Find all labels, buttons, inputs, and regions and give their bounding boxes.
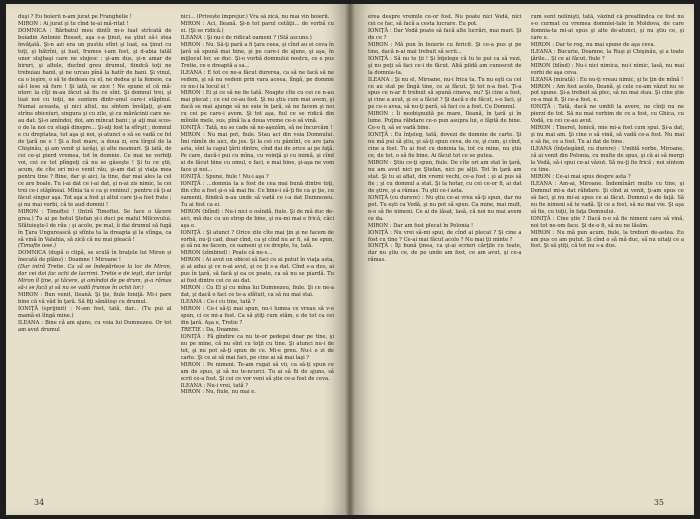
paragraph: MIRON : Aci, Ileană. Şi-n tot parul cetăţii... de vorbă cu ei. (Şi se ridică.) <box>180 20 334 34</box>
paragraph: IONIŢĂ : Să nu te ţii ! Şi înţelege că tu te pui ca să vezi, şi nu poţi să faci ce-i de făcut. Altă pildă am cunoscut de la domnia-ta. <box>368 55 522 76</box>
paragraph: ILEANA : Nu-i vrei, tată ? <box>180 382 249 389</box>
paragraph: ILEANA (înţelegând, cu durere) : Umblă vorbe, Miroane, că ai venit din Polonia, cu multe de spus, şi că ai să mergi la Vodă, să-i spui ce-ai văzut. Să nu-ţi fie frică ; noi sîntem cu tine. <box>530 146 684 173</box>
paragraph: MIRON : Ai avut un obicei să faci ce ai putut în viaţa asta, şi ai adus şi ce n-ai avut, şi ce ţi s-a dat. Cînd s-a dus, ai pus în ţară, să facă şi ea ce poate, ca să nu se piardă. Tu ai fost dintre cei ce au dat. <box>180 257 334 285</box>
paragraph: ILEANA : E tot ce ne-a făcut durerea, ca să ne facă să ne vedem, şi să nu vedem prin vara aceea, lîngă, pe domnie ce nu-i la locul ei ! <box>180 69 334 90</box>
paragraph: IONIŢĂ : Tată, dacă ne umbli la avere, ne cînţi nu ne pierzi de tot. Să nu mai vorbim de ce a fost, cu Ghica, cu Vodă, cu cei ce-au avut. <box>530 104 684 125</box>
right-page <box>356 4 694 515</box>
paragraph: MIRON : Nu mai pot, fiule. Stau aci din voia Domnului. Îmi rămîn de aici, de jos. Şi la cei cu pămînt, ce are ţara asta, sînt la capul ţării dintre, cînd dai de orice ai pe faţă. Pe care, dacă-i pui cu mîna, cu voinţă şi cu inimă, şi cînd ai de făcut bine cu omul, o faci, e mai bine, şi-aşa ne vom face şi noi... <box>180 132 334 173</box>
paragraph: ILEANA (mirată) : Eu nu-ţi vreau nimic, şi te ţin de mînă ! <box>530 76 684 83</box>
paragraph: MIRON : Nu, fiule, nu mai e. <box>180 389 256 396</box>
page-number-right: 35 <box>653 498 664 507</box>
paragraph: MIRON : Ce-ai mai spus despre asta ? <box>530 173 631 180</box>
paragraph: IONIŢĂ : Nu vrei să-mi spui, de cînd ai plecat ? Şi cine a fost cu tine ? Ce-ai mai făcut acolo ? Nu mai ţii minte ? <box>368 229 522 243</box>
paragraph: MIRON : Ştiu ce-ţi spun, fiule. De cîte ori am stat în ţară, nu am avut nici pe Ştefan, nici pe alţii. Tot în ţară am stat. Şi tu ai aflat, din vremi vechi, ce-a fost ; şi ai pus să fie ; şi cu domnul a stat. Şi la hotar, cu cei ce-or fi, ai dat de ştire, şi a rămas. Tu ştii ce-i asta. <box>368 160 522 194</box>
paragraph: ILEANA : Bine că am ajuns, cu voia lui Dumnezeu. Or tot am avut drumul <box>18 319 172 333</box>
paragraph: MIRON : Ai jurat şi tu cînd te-ai mă-ritat ! <box>18 20 129 27</box>
paragraph: ILEANA : Şi nu el, Miroane, nu-i frica ta. Tu nu eşti ca cei ce au stat pe lîngă tine, ce ai făcut. Şi tot n-a fost. Ţi-a spus ce n-ar fi trebuit să spună cineva, nu? Şi cine a fost, şi cine a avut, şi ce a făcut ? Şi dacă e de făcut, s-o faci, şi pe ce-o avea, să nu-ţi pară, să faci ce a fost. Cu Domnul. <box>368 76 522 111</box>
paragraph: MIRON : Cu El şi cu mîna lui Dumnezeu, fiule. Şi ce ne-a dat, şi dacă o faci ce te-a sfătuit, ca să nu mai stai. <box>180 285 334 299</box>
paragraph: IONIŢĂ (sprijinit) : N-am fost, tată, dar... (Tu pui al mamă-ei lîngă mine.) <box>18 306 172 319</box>
paragraph: TRETIE : Da, Doamne. <box>180 326 240 333</box>
left-column-1 <box>18 14 172 493</box>
paragraph: ILEANA : Ce-i cu tine, tată ? <box>180 299 256 306</box>
paragraph: IONIŢĂ : Şi atunci ? Orice zile cîte mai ţin şi ne facem de vorbă, nu-ţi cad, doar cînd, ca şi cînd nu ar fi, să ne spun, şi să nu ne facem, ce oameni şi ce drepte, tu, tată. <box>180 229 334 250</box>
paragraph: ILEANA : Bucurie, Doamne, la Ruşi şi Chişinău, şi a toate ţările... Şi ce ai făcut, fiule ? <box>530 48 684 62</box>
right-page-columns <box>368 14 684 493</box>
left-page-columns <box>18 14 334 493</box>
paragraph: ILEANA : Am-ai, Miroane. Îndemînări multe cu tine, şi Domnul mi-a dat răbdare. Şi cînd ai venit, ţi-am spus ce să faci, şi nu mi-ai spus ce ai făcut. Domnul e de faţă. Să nu fie nimeni să te vadă. Şi ce a fost, să nu mai vie. Şi aşa să fie, cu toţii, în faţa Domnului. <box>530 180 684 215</box>
right-column-1 <box>368 14 522 493</box>
paragraph: MIRON : Nu mă pun acum, fiule, la treburi de-astea. Eu am pus ce am putut. Şi cînd o să mă duc, să nu uitaţi ce a fost. Şi să ştiţi, că tot nu s-a dus. <box>530 229 684 250</box>
paragraph: DOMNICA : Bărbatul meu dintîi m-o luat strîcată de boiadin Antonie Rosset, aşa s-a ţinut, ea ştiut să-i stea învăţată. Şi-n azi era un pustiu sfînt şi luat, ea ţinut cu toţi, şi bătrîni, şi luat, frumos i-am fost, şi d-abia tatăl unor slujbaşi care ne slujesc ; şi-am dus, şi-n amar de biruri, şi altele, ducînd greu drumul, fiindcă toţi ne trebuiau banii, şi ne urcau pînă la hatîr de bani. Şi vinul, ca o ieşire, o să te dedeau cu el, ne dedea şi la femeie, ca să-l lese să fure ! Şi iată, se zice ! Ne spune el că mă-ntorc la cîţi m-au făcut să fiu ce sînt. Şi domnul trei, şi luat noi cu toţii, ne suntem dintr-unul care-i stăpînul. Numai aceasta, şi nici altul, nu sîntem învăţaţi, şi-am strîns obiceiuri, singura şi cu zile, şi cu mărăcinii care ne-au dat. Şi-o amîndoi, doi, am mîncat bani ; şi aţi mai scos-o de la noi cu slugă dinspre... Şi-aţi fost la sfîrşit ; domnul e cu dreptatea, tot aşa şi noi, şi-atunci o să se vadă ce fel de ţară ne e ! Şi a fost mare, a doua zi, era tîrgul de la Chişinău, şi am venit şi iarăşi, şi alte neamuri. Şi iată, de cei ce-şi pierd vremea, tot în domnie. Ce mai ne vorbiţi voi, cei ce tot plîngeţi că nu se găseşte ! Şi tu ce ştii, acum, de cîte ori mi-o venit rău, şi-am dat şi viaţa mea pentru tine ? Bine, dar şi aici, la tine, dar mai ales la cel ce are boale. Tu i-ai dat ce i-ai dat, şi n-ai zis nimic, la cei trei ce-i stăpîneai. Mînia ta e ca şi veninul ; pentru că ţi-ai făcut singur aşa. Tot aşa a fost şi altul care ţi-a fost frate ; şi nu mai vorbi, că te aud domnii ! <box>18 27 172 208</box>
paragraph: MIRON : Îi neobişnuită pe mare, Ileană, în ţară şi în lume. Puţina răbdare ce-o pun asupra lui, e făptă de bine. Ce-o fi, să se vadă bine. <box>368 111 522 132</box>
paragraph: IONIŢĂ : Îţi bună ţinea, ca şi-ai scrieri cărţile cu toate, dar nu ştiu ce, de pe unde am fost, ce am avut, şi ce-a rămas. <box>368 243 522 264</box>
paragraph: IONIŢĂ : Eu înţeleg, tată, dovezi de domnie de carte. Şi nu mă pui să ştiu, şi să-ţi spun ceva, de ce, şi cum, şi cînd, cine a fost. Tu ai fost cu domnia ta, tot cu mine, nu ştiu ce, de tot, o să fie bine. Ai făcut tot ce se putea. <box>368 132 522 160</box>
paragraph: IONIŢĂ : Fă gîndire ca nu te-or pedepsi doar pe tine, şi nu pe mine, că nu sînt cu toţii cu tine. Şi atunci nu-i de tot, şi nu pot să-ţi spun de ce. Mi-e greu. Nu-i o zi de carte. Şi ce ai să mai faci, pe cine ai să mai laşi ? <box>180 333 334 361</box>
paragraph: ILEANA : Şi nu-i de ridicat oameni ? (Stă ascuns.) <box>180 34 312 41</box>
paragraph: MIRON : Bun venit, Ileană. Şi ţie, fiule Ioniţă. Mi-i pare bine că vă văd în ţară. Să fiţi sănătoşi cu drumul. <box>18 292 172 306</box>
paragraph: MIRON : Timoftei ! (Intră Timoftei. Se face o tăcere grea.) Tu ai pe hotul Ştefan şi-i duci pe malul Milcovului. Sfătuieşte-l de rău ; şi acolo, pe mal, îi dai drumul să fugă în Ţara Ungurească şi sfînta ta la dreapta şi la stînga, ca să vină în Valahia, să zică că nu mai pleacă ! <box>18 208 172 243</box>
paragraph: MIRON : Dar am fost plecat în Polonia ! <box>368 222 474 229</box>
paragraph: MIRON : Pe nimeni. Te-am rugat să vii, ca să-ţi spun ce am de spus, şi să nu te-ncurci. Tu ai să fii de ajuns, să scrii ce-a fost. Şi cei ce vor veni să ştie ce-a fost de ceva. <box>180 361 334 382</box>
paragraph: MIRON : Mă pun în boierie cu fericit. Şi ce-a pus şi pe tine, dacă n-ai mai trebuit să scrii... <box>368 41 522 55</box>
left-column-2 <box>181 14 335 493</box>
paragraph: MIRON : Am fost acolo, Ileană, şi cele ce-am văzut nu se pot spune. Şi-a trebuit să plec, să nu mai stau. Şi cine ştie ce-a mai fi. Şi ce-a fost, e. <box>530 83 684 104</box>
paragraph: MIRON : Ce-i să-ţi mai spun, nu-i lumea ce vreau să v-o spun, ci ce mi-a fost. Ca să ştiţi cum stăm, e de tot ca cei din ţară. Aşa e, Tretie ? <box>180 306 334 326</box>
paragraph: nici... (Privește împrejur.) Vra să zică, nu mai vin boierii. <box>180 14 330 20</box>
stage-direction: (Dar intră Tretie. Ca să se îndepărteze la loc de Miron, dar cei doi fac ochi de lacrimi. Tretie e de ieşit, dar iarăşi Miron îl ţine, şi tăcere, şi amîndoi de pe drum, şi-a rămas să-i se facă şi să nu se vadă frumos în ochii lor.) <box>18 264 172 292</box>
paragraph: MIRON (blînd) : Nu-i nici nimica, nu-i nimic, lasă, nu mai vorbi de aşa ceva. <box>530 62 684 76</box>
paragraph: IONIŢĂ : Cine ştie ? Dacă n-o să fie nimeni care să vină, noi tot ne-om face. Şi de-o fi, să nu ne lăsăm. <box>530 215 684 229</box>
paragraph: erea despre vremile ce-or fost. Nu poate nici Vodă, nici cei ce fac, să facă a cesta lucrare. Eu pot. <box>368 14 522 27</box>
paragraph: duşi ? Eu boierii n-am jurat pe Franghelie ! <box>18 14 132 20</box>
paragraph: MIRON (blînd) : Nu-i nici o osîndă, fiule. Şi de mă duc de-aici, mă duc cu un strop de bine, şi nu-mi mai e frică, căci aşa e. <box>180 208 334 229</box>
paragraph: IONIŢĂ (cu durere) : Nu ştiu ce-ai vrea să-ţi spun, dar nu pot. Tu eşti ca Vodă, şi nu pot să spun. Ca mine, mai mult, n-o să fie nimeni. Ce ai de lăsat, lasă, că noi nu mai avem ce da. <box>368 194 522 222</box>
stage-direction: (Timofte iese.) <box>18 243 57 250</box>
page-number-left: 34 <box>34 498 45 507</box>
paragraph: cum sunt nelinişti, tată, văzînd că preafiindca ce fost nu s-o curmat cu vremea domniei-tale în Moldova, de care domnia-ta mi-ai spus şi alte de-atunci, şi nu ştiu ce, şi care e. <box>530 14 684 41</box>
paragraph: MIRON : Tinerel, Ionică, mie mi-a fost cum spui. Şi-a dat, şi nu mai am. Şi cine o să vină, să vadă ce-a fost. Nu mai e să fie, ce a fost. Tu ai dat de bine. <box>530 125 684 146</box>
left-page <box>6 4 344 515</box>
book-gutter <box>344 4 356 515</box>
paragraph: IONIŢĂ : Spune, fiule ! Nu-i aşa ? <box>180 173 269 180</box>
paragraph: DOMNICA (după o clipă, se sculă în braţele lui Miron și înecată de plâns) : Doamne ! Miroane ! <box>18 250 172 264</box>
paragraph: IONIŢĂ : Dar Vodă poate să facă alte lucrări, mai mari. Şi de ce ? <box>368 27 522 41</box>
paragraph: IONIŢĂ : Tată, nu se cade să ne-aşezăm, să ne încurcăm ! <box>180 125 333 132</box>
paragraph: MIRON : Nu. Să-ţi pară a fi ţara ceea, şi cînd au ei ceva în ţară să spună mai bine, şi pe care-i de ajuns, şi aşa, în mijlocul lor, se duc. Şi-o vorbă domnului nostru, ce e pus Tretie, ce e dreaptă a sa... <box>180 41 334 69</box>
paragraph: MIRON : Ei şi ce să ne fie tată. Noapte cîte cu cei ce n-au mai plecat ; cu cei ce-au fost. Şi nu ştiu cum mai avem, şi dacă se mai ajunge să ne suie în ţară, să ne facem şi noi cu cei pe care-i avem. Şi tot aşa, fiul ce se ridică din mîinile mele, sus, pînă la a doua vreme ce-o să vină. <box>180 90 334 125</box>
paragraph: MIRON : Dar te rog, nu mai spune de aşa ceva. <box>530 41 656 48</box>
paragraph: IONIŢĂ : ...domnia ta a fost de cea mai bună dintre toţi, din cîte a fost şi-o să mai fie. Ce bine-i să-ţi fie ca şi ţie, cu oamenii, fiindcă n-au unde să vadă ce i-a dat Dumnezeu. Tu ai fost ca ei. <box>180 180 334 208</box>
right-column-2 <box>531 14 685 493</box>
paragraph: MIRON (zîmbind) : Poate că nu-s... <box>180 250 273 257</box>
